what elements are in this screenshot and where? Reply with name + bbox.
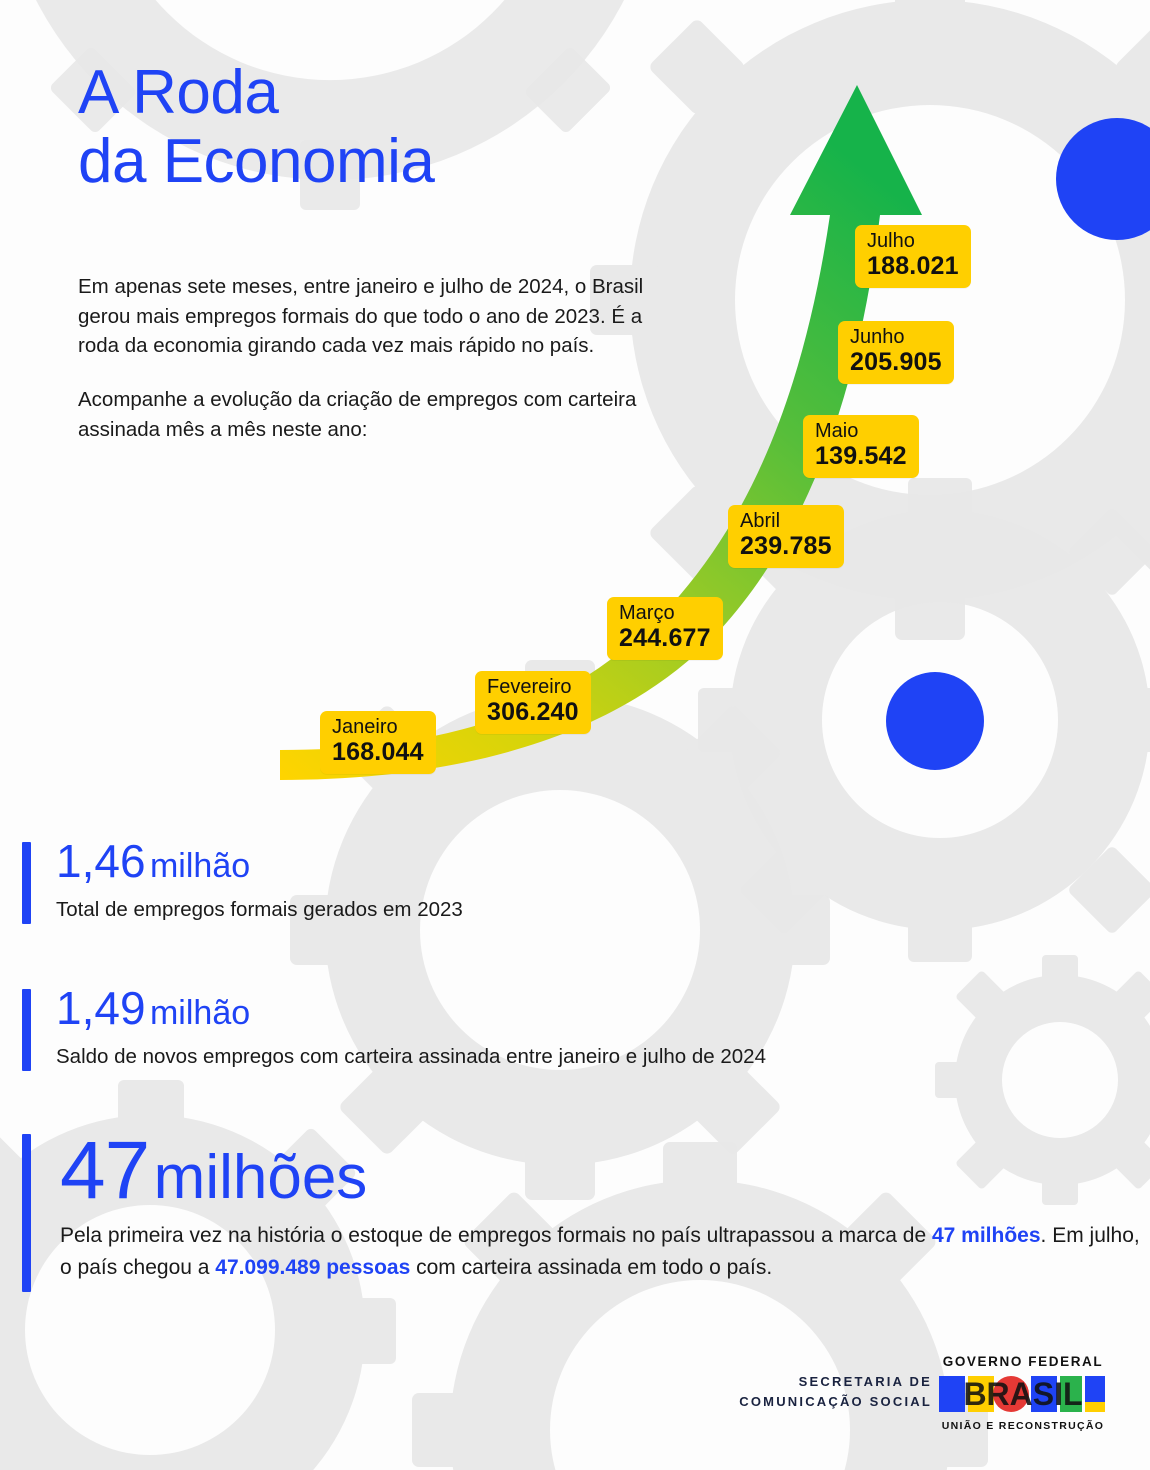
data-point-maio xyxy=(803,415,919,478)
month-label: Março xyxy=(619,602,675,624)
stat-unit: milhão xyxy=(149,994,251,1032)
stat-accent-bar xyxy=(22,842,31,924)
data-point-marco xyxy=(607,597,723,660)
stat-unit: milhões xyxy=(153,1143,368,1212)
stat-description xyxy=(60,1220,1150,1283)
month-value: 168.044 xyxy=(332,738,424,767)
intro-paragraph-1: Em apenas sete meses, entre janeiro e julho de 2024, o Brasil gerou mais empregos formais do que todo o ano de 2023. É a roda da economia girando cada vez mais rápido no país. xyxy=(78,275,644,358)
month-label: Janeiro xyxy=(332,716,398,738)
stat-2024-balance xyxy=(22,982,766,1071)
stat-number: 1,49 xyxy=(56,982,146,1034)
gov-motto: UNIÃO E RECONSTRUÇÃO xyxy=(941,1420,1105,1432)
data-point-abril xyxy=(728,505,844,568)
desc-part-1: Pela primeira vez na história o estoque de empregos formais no país ultrapassou a marca de xyxy=(60,1224,932,1247)
brasil-logo-icon xyxy=(939,1372,1107,1416)
secom-line-1: SECRETARIA DE xyxy=(798,1373,932,1389)
gov-federal-label: GOVERNO FEDERAL xyxy=(942,1354,1104,1369)
stat-value xyxy=(56,982,766,1034)
government-logo xyxy=(938,1354,1108,1432)
month-label: Junho xyxy=(850,326,905,348)
title-line-1: A Roda xyxy=(78,58,279,127)
month-label: Abril xyxy=(740,510,781,532)
month-value: 205.905 xyxy=(850,348,942,377)
stat-value xyxy=(60,1125,1150,1216)
month-value: 306.240 xyxy=(487,698,579,727)
stat-unit: milhão xyxy=(149,847,251,885)
stat-accent-bar xyxy=(22,989,31,1071)
intro-text xyxy=(78,272,668,445)
svg-text:BRASIL: BRASIL xyxy=(963,1376,1083,1412)
data-point-junho xyxy=(838,321,954,384)
month-label: Maio xyxy=(815,420,859,442)
page-title xyxy=(78,58,434,197)
month-value: 239.785 xyxy=(740,532,832,561)
title-line-2: da Economia xyxy=(78,127,435,197)
intro-paragraph-2: Acompanhe a evolução da criação de empregos com carteira assinada mês a mês neste ano: xyxy=(78,388,637,441)
desc-part-2: . Em julho, o país chegou a xyxy=(60,1224,1140,1279)
month-label: Fevereiro xyxy=(487,676,572,698)
stat-2023-total xyxy=(22,835,463,924)
stat-accent-bar xyxy=(22,1134,31,1292)
stat-number: 47 xyxy=(60,1125,150,1216)
stat-description: Total de empregos formais gerados em 2023 xyxy=(56,898,463,921)
secom-logo xyxy=(739,1372,932,1412)
secom-line-2: COMUNICAÇÃO SOCIAL xyxy=(739,1393,932,1409)
stat-number: 1,46 xyxy=(56,835,146,887)
data-point-janeiro xyxy=(320,711,436,774)
month-value: 188.021 xyxy=(867,252,959,281)
month-value: 139.542 xyxy=(815,442,907,471)
stat-description: Saldo de novos empregos com carteira assinada entre janeiro e julho de 2024 xyxy=(56,1045,766,1068)
desc-part-3: com carteira assinada em todo o país. xyxy=(410,1255,773,1279)
data-point-fevereiro xyxy=(475,671,591,734)
month-label: Julho xyxy=(867,230,915,252)
stat-value xyxy=(56,835,463,887)
desc-highlight-1: 47 milhões xyxy=(931,1224,1041,1247)
brasil-wordmark xyxy=(938,1372,1108,1416)
data-point-julho xyxy=(855,225,971,288)
month-value: 244.677 xyxy=(619,624,711,653)
desc-highlight-2: 47.099.489 pessoas xyxy=(215,1255,411,1279)
stat-total-stock xyxy=(22,1125,1150,1283)
